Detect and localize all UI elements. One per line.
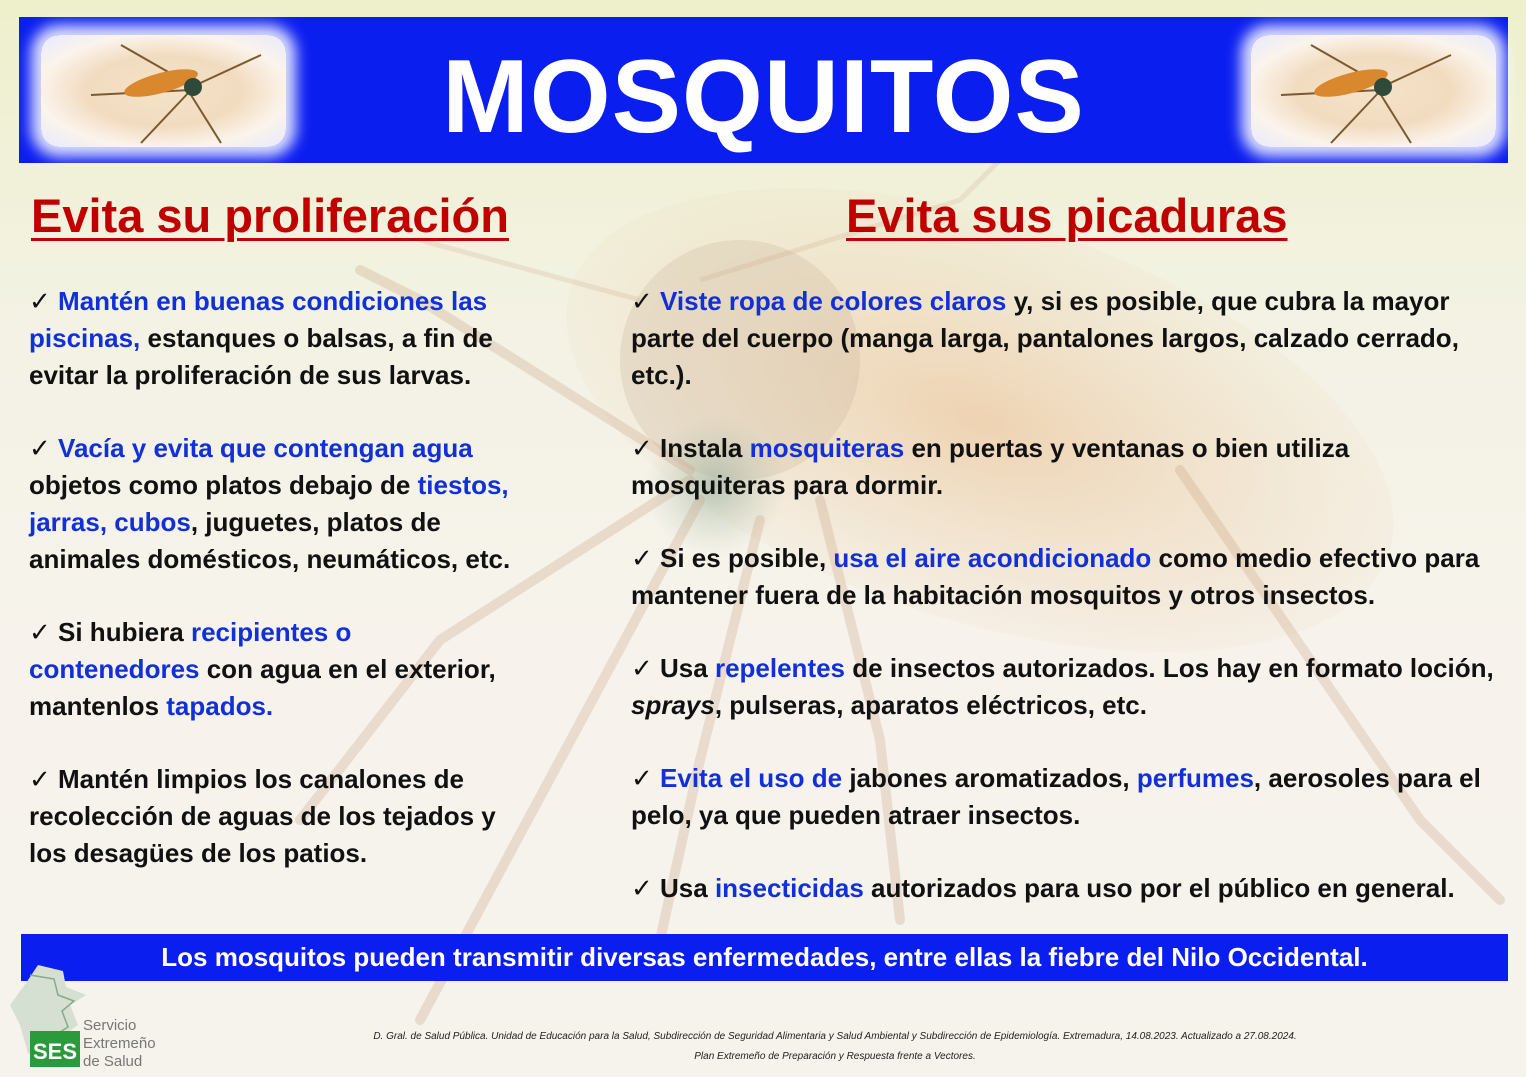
credit-line: Plan Extremeño de Preparación y Respuesta frente a Vectores. bbox=[694, 1051, 976, 1062]
item-text: , juguetes, platos de animales domésticos, neumáticos, etc. bbox=[29, 507, 511, 574]
highlight-text: Evita el uso de bbox=[660, 763, 843, 793]
item-text: Si hubiera bbox=[50, 617, 191, 647]
list-item bbox=[631, 760, 1511, 834]
organization-name bbox=[83, 1017, 156, 1071]
item-text: Usa bbox=[652, 873, 715, 903]
item-text: Instala bbox=[652, 433, 750, 463]
item-text: estanques o balsas, a fin de evitar la proliferación de sus larvas. bbox=[29, 323, 493, 390]
item-text: Usa bbox=[652, 653, 715, 683]
item-text: , pulseras, aparatos eléctricos, etc. bbox=[714, 690, 1147, 720]
check-icon: ✓ bbox=[29, 286, 51, 316]
highlight-text: insecticidas bbox=[714, 873, 864, 903]
check-icon: ✓ bbox=[631, 543, 653, 573]
item-text: autorizados para uso por el público en general. bbox=[863, 873, 1455, 903]
highlight-text: Vacía y evita que contengan agua bbox=[58, 433, 473, 463]
bites-heading: Evita sus picaduras bbox=[846, 189, 1288, 242]
list-item bbox=[631, 870, 1511, 907]
check-icon: ✓ bbox=[631, 873, 653, 903]
check-icon: ✓ bbox=[29, 764, 51, 794]
highlight-text: usa el aire acondicionado bbox=[833, 543, 1152, 573]
highlight-text: repelentes bbox=[714, 653, 846, 683]
check-icon: ✓ bbox=[29, 617, 51, 647]
list-item bbox=[29, 761, 529, 872]
list-item bbox=[631, 650, 1511, 724]
highlight-text: recipientes o contenedores bbox=[29, 617, 352, 684]
check-icon: ✓ bbox=[631, 653, 653, 683]
proliferation-list bbox=[29, 283, 529, 908]
check-icon: ✓ bbox=[29, 433, 51, 463]
item-text: como medio efectivo para mantener fuera de la habitación mosquitos y otros insectos. bbox=[631, 543, 1480, 610]
org-name-line: Extremeño bbox=[83, 1035, 156, 1052]
check-icon: ✓ bbox=[631, 433, 653, 463]
highlight-text: tiestos, jarras, cubos bbox=[29, 470, 509, 537]
item-text: con agua en el exterior, mantenlos bbox=[29, 654, 496, 721]
item-text: jabones aromatizados, bbox=[842, 763, 1137, 793]
list-item bbox=[631, 430, 1511, 504]
item-text: objetos como platos debajo de bbox=[29, 470, 418, 500]
list-item bbox=[29, 283, 529, 394]
svg-text:SES: SES bbox=[32, 1039, 78, 1064]
disease-warning-banner: Los mosquitos pueden transmitir diversas enfermedades, entre ellas la fiebre del Nilo Occidental. bbox=[21, 934, 1508, 981]
credit-line: D. Gral. de Salud Pública. Unidad de Educación para la Salud, Subdirección de Seguridad Alimentaria y Salud Ambiental y Subdirección de Epidemiología. Extremadura, 14.08.2023. Actualizado a 27.08.2024. bbox=[373, 1031, 1297, 1042]
bites-list bbox=[631, 283, 1511, 943]
check-icon: ✓ bbox=[631, 763, 653, 793]
highlight-text: tapados. bbox=[166, 691, 274, 721]
item-text-italic: sprays bbox=[631, 690, 715, 720]
item-text: Si es posible, bbox=[652, 543, 834, 573]
highlight-text: Mantén en buenas condiciones las piscinas, bbox=[29, 286, 488, 353]
org-name-line: de Salud bbox=[83, 1053, 143, 1070]
item-text: de insectos autorizados. Los hay en formato loción, bbox=[845, 653, 1494, 683]
highlight-text: mosquiteras bbox=[749, 433, 905, 463]
highlight-text: Viste ropa de colores claros bbox=[660, 286, 1007, 316]
item-text: en puertas y ventanas o bien utiliza mosquiteras para dormir. bbox=[631, 433, 1350, 500]
list-item bbox=[631, 283, 1511, 394]
mosquito-thumbnail-image bbox=[1251, 35, 1496, 147]
list-item bbox=[631, 540, 1511, 614]
item-text: , aerosoles para el pelo, ya que pueden atraer insectos. bbox=[631, 763, 1481, 830]
proliferation-heading: Evita su proliferación bbox=[31, 189, 509, 242]
check-icon: ✓ bbox=[631, 286, 653, 316]
highlight-text: perfumes bbox=[1136, 763, 1254, 793]
list-item bbox=[29, 614, 529, 725]
item-text: y, si es posible, que cubra la mayor parte del cuerpo (manga larga, pantalones largos, calzado cerrado, etc.). bbox=[631, 286, 1459, 390]
item-text: Mantén limpios los canalones de recolección de aguas de los tejados y los desagües de los patios. bbox=[29, 764, 496, 868]
org-name-line: Servicio bbox=[83, 1017, 137, 1034]
page-title: MOSQUITOS bbox=[442, 39, 1085, 155]
header-banner bbox=[19, 17, 1508, 163]
list-item bbox=[29, 430, 529, 578]
